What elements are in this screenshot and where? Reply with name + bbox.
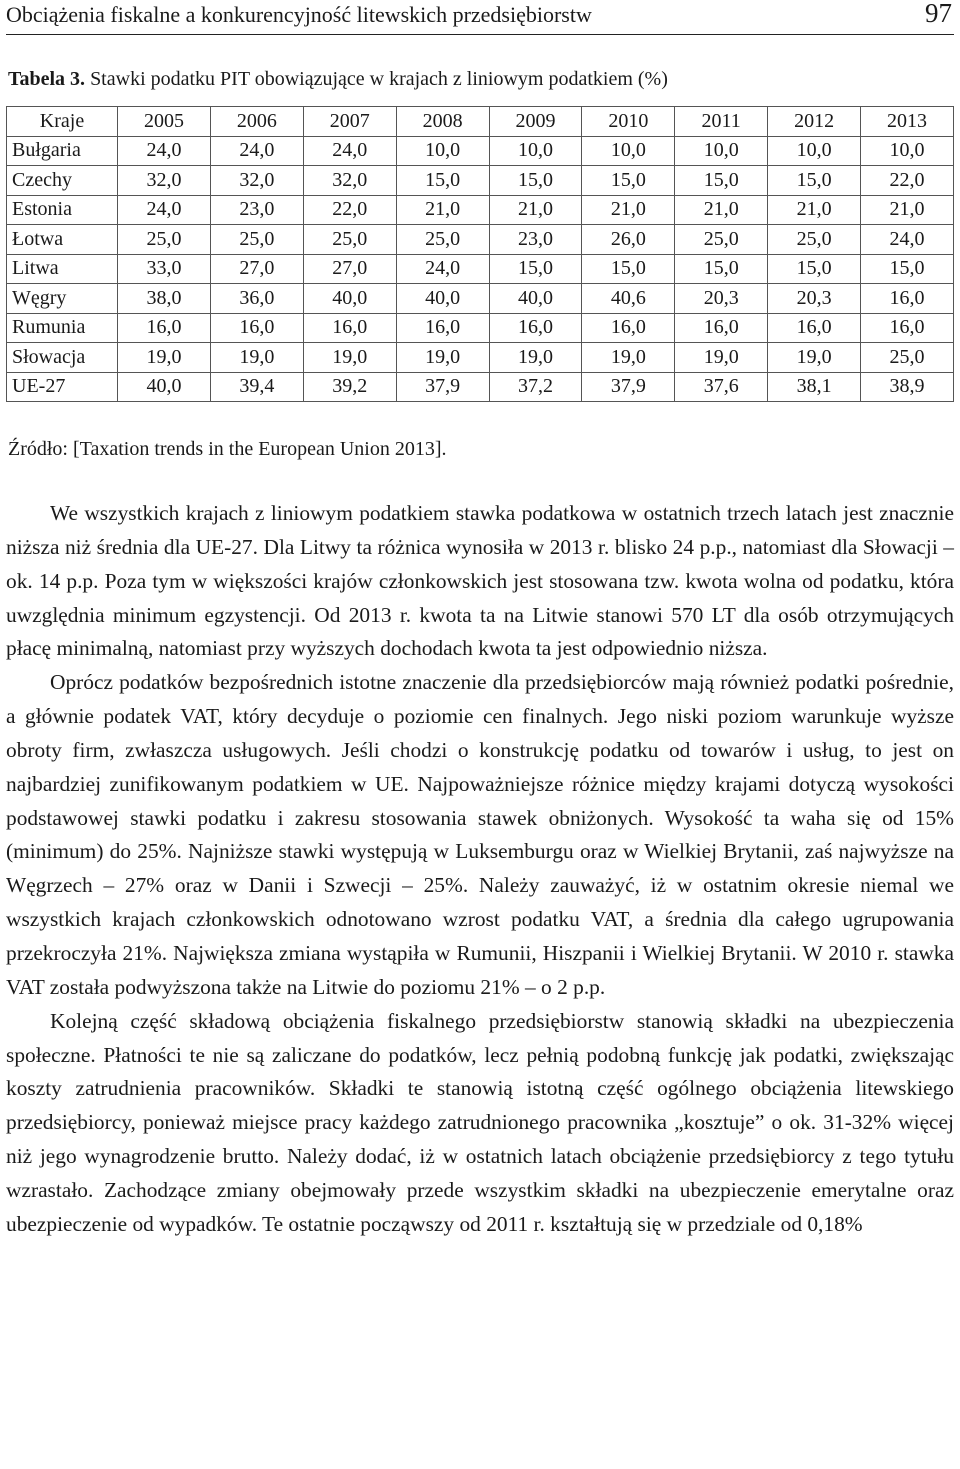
rate-cell: 16,0 <box>861 313 954 343</box>
column-header: 2009 <box>489 107 582 137</box>
rate-cell: 32,0 <box>210 166 303 196</box>
country-cell: Łotwa <box>7 225 118 255</box>
rate-cell: 16,0 <box>303 313 396 343</box>
rate-cell: 10,0 <box>396 136 489 166</box>
rate-cell: 39,4 <box>210 372 303 402</box>
column-header: 2006 <box>210 107 303 137</box>
rate-cell: 21,0 <box>675 195 768 225</box>
rate-cell: 38,1 <box>768 372 861 402</box>
rate-cell: 40,0 <box>303 284 396 314</box>
rate-cell: 15,0 <box>675 254 768 284</box>
running-header <box>6 0 954 35</box>
rate-cell: 37,2 <box>489 372 582 402</box>
rate-cell: 24,0 <box>118 136 211 166</box>
table-caption <box>8 68 668 91</box>
rate-cell: 37,9 <box>396 372 489 402</box>
rate-cell: 22,0 <box>303 195 396 225</box>
table-row <box>7 254 954 284</box>
column-header: 2011 <box>675 107 768 137</box>
rate-cell: 21,0 <box>396 195 489 225</box>
rate-cell: 25,0 <box>303 225 396 255</box>
rate-cell: 25,0 <box>768 225 861 255</box>
table-body <box>7 136 954 402</box>
rate-cell: 15,0 <box>861 254 954 284</box>
column-header: Kraje <box>7 107 118 137</box>
paragraph: Oprócz podatków bezpośrednich istotne znaczenie dla przedsiębiorców mają również podatki pośrednie, a głównie podatek VAT, który decyduje o poziomie cen finalnych. Jego niski poziom warunkuje wyższe obroty firm, zwłaszcza usługowych. Jeśli chodzi o konstrukcję podatku od towarów i usług, to jest on najbardziej zunifikowanym podatkiem w UE. Najpoważniejsze różnice między krajami dotyczą wysokości podstawowej stawki podatku i zakresu stosowania stawek obniżonych. Wysokość ta waha się od 15% (minimum) do 25%. Najniższe stawki występują w Luksemburgu oraz w Wielkiej Brytanii, zaś najwyższe na Węgrzech – 27% oraz w Danii i Szwecji – 25%. Należy zauważyć, iż w ostatnim okresie niemal we wszystkich krajach członkowskich odnotowano wzrost podatku VAT, a średnia dla całego ugrupowania przekroczyła 21%. Największa zmiana wystąpiła w Rumunii, Hiszpanii i Wielkiej Brytanii. W 2010 r. stawka VAT została podwyższona także na Litwie do poziomu 21% – o 2 p.p. <box>6 670 954 999</box>
rate-cell: 25,0 <box>861 343 954 373</box>
table-row <box>7 372 954 402</box>
rate-cell: 19,0 <box>489 343 582 373</box>
rate-cell: 15,0 <box>582 254 675 284</box>
column-header: 2008 <box>396 107 489 137</box>
rate-cell: 15,0 <box>675 166 768 196</box>
country-cell: Litwa <box>7 254 118 284</box>
rate-cell: 38,9 <box>861 372 954 402</box>
rate-cell: 15,0 <box>489 166 582 196</box>
rate-cell: 38,0 <box>118 284 211 314</box>
rate-cell: 16,0 <box>210 313 303 343</box>
column-header: 2013 <box>861 107 954 137</box>
country-cell: UE-27 <box>7 372 118 402</box>
rate-cell: 25,0 <box>210 225 303 255</box>
rate-cell: 32,0 <box>118 166 211 196</box>
rate-cell: 27,0 <box>210 254 303 284</box>
rate-cell: 10,0 <box>489 136 582 166</box>
rate-cell: 33,0 <box>118 254 211 284</box>
rate-cell: 16,0 <box>118 313 211 343</box>
table-title: Stawki podatku PIT obowiązujące w krajach z liniowym podatkiem (%) <box>90 68 668 90</box>
rate-cell: 24,0 <box>303 136 396 166</box>
rate-cell: 37,6 <box>675 372 768 402</box>
rate-cell: 15,0 <box>582 166 675 196</box>
rate-cell: 25,0 <box>118 225 211 255</box>
country-cell: Bułgaria <box>7 136 118 166</box>
rate-cell: 21,0 <box>489 195 582 225</box>
rate-cell: 26,0 <box>582 225 675 255</box>
rate-cell: 37,9 <box>582 372 675 402</box>
running-title: Obciążenia fiskalne a konkurencyjność litewskich przedsiębiorstw <box>6 2 592 27</box>
rate-cell: 19,0 <box>582 343 675 373</box>
rate-cell: 22,0 <box>861 166 954 196</box>
rate-cell: 21,0 <box>582 195 675 225</box>
rate-cell: 19,0 <box>396 343 489 373</box>
pit-rates-table <box>6 106 954 402</box>
rate-cell: 20,3 <box>675 284 768 314</box>
country-cell: Czechy <box>7 166 118 196</box>
table-row <box>7 195 954 225</box>
paragraph: Kolejną część składową obciążenia fiskalnego przedsiębiorstw stanowią składki na ubezpieczenia społeczne. Płatności te nie są zaliczane do podatków, lecz pełnią podobną funkcję jak podatki, zwiększając koszty zatrudnienia pracowników. Składki te stanowią istotną część ogólnego obciążenia litewskiego przedsiębiorcy, ponieważ miejsce pracy każdego zatrudnionego pracownika „kosztuje” o ok. 31-32% więcej niż jego wynagrodzenie brutto. Należy dodać, iż w ostatnich latach obciążenie przedsiębiorcy z tego tytułu wzrastało. Zachodzące zmiany obejmowały przede wszystkim składki na ubezpieczenie emerytalne oraz ubezpieczenie od wypadków. Te ostatnie począwszy od 2011 r. kształtują się w przedziale od 0,18% <box>6 1008 954 1236</box>
rate-cell: 24,0 <box>861 225 954 255</box>
rate-cell: 21,0 <box>861 195 954 225</box>
rate-cell: 24,0 <box>396 254 489 284</box>
rate-cell: 19,0 <box>303 343 396 373</box>
country-cell: Rumunia <box>7 313 118 343</box>
table-row <box>7 284 954 314</box>
rate-cell: 23,0 <box>210 195 303 225</box>
rate-cell: 15,0 <box>396 166 489 196</box>
rate-cell: 32,0 <box>303 166 396 196</box>
rate-cell: 16,0 <box>396 313 489 343</box>
page-number: 97 <box>925 0 952 28</box>
country-cell: Estonia <box>7 195 118 225</box>
rate-cell: 10,0 <box>768 136 861 166</box>
rate-cell: 16,0 <box>675 313 768 343</box>
rate-cell: 16,0 <box>582 313 675 343</box>
rate-cell: 24,0 <box>118 195 211 225</box>
rate-cell: 16,0 <box>861 284 954 314</box>
table-source: Źródło: [Taxation trends in the European Union 2013]. <box>8 438 447 460</box>
rate-cell: 21,0 <box>768 195 861 225</box>
rate-cell: 16,0 <box>489 313 582 343</box>
body-text <box>6 497 954 1242</box>
table-row <box>7 225 954 255</box>
rate-cell: 40,0 <box>118 372 211 402</box>
table-header-row <box>7 107 954 137</box>
rate-cell: 40,0 <box>396 284 489 314</box>
column-header: 2005 <box>118 107 211 137</box>
rate-cell: 23,0 <box>489 225 582 255</box>
country-cell: Słowacja <box>7 343 118 373</box>
table-label: Tabela 3. <box>8 68 86 90</box>
rate-cell: 19,0 <box>210 343 303 373</box>
rate-cell: 20,3 <box>768 284 861 314</box>
rate-cell: 15,0 <box>768 166 861 196</box>
rate-cell: 19,0 <box>675 343 768 373</box>
table-row <box>7 313 954 343</box>
rate-cell: 16,0 <box>768 313 861 343</box>
rate-cell: 25,0 <box>675 225 768 255</box>
rate-cell: 15,0 <box>768 254 861 284</box>
rate-cell: 10,0 <box>675 136 768 166</box>
rate-cell: 36,0 <box>210 284 303 314</box>
rate-cell: 25,0 <box>396 225 489 255</box>
country-cell: Węgry <box>7 284 118 314</box>
rate-cell: 10,0 <box>861 136 954 166</box>
rate-cell: 40,6 <box>582 284 675 314</box>
rate-cell: 24,0 <box>210 136 303 166</box>
rate-cell: 15,0 <box>489 254 582 284</box>
rate-cell: 39,2 <box>303 372 396 402</box>
rate-cell: 10,0 <box>582 136 675 166</box>
column-header: 2007 <box>303 107 396 137</box>
rate-cell: 27,0 <box>303 254 396 284</box>
column-header: 2010 <box>582 107 675 137</box>
table-row <box>7 136 954 166</box>
rate-cell: 19,0 <box>118 343 211 373</box>
table-row <box>7 343 954 373</box>
table-row <box>7 166 954 196</box>
rate-cell: 19,0 <box>768 343 861 373</box>
column-header: 2012 <box>768 107 861 137</box>
rate-cell: 40,0 <box>489 284 582 314</box>
paragraph: We wszystkich krajach z liniowym podatkiem stawka podatkowa w ostatnich trzech latach jest znacznie niższa niż średnia dla UE-27. Dla Litwy ta różnica wynosiła w 2013 r. blisko 24 p.p., natomiast dla Słowacji – ok. 14 p.p. Poza tym w większości krajów członkowskich jest stosowana tzw. kwota wolna od podatku, która uwzględnia minimum egzystencji. Od 2013 r. kwota ta na Litwie stanowi 570 LT dla osób otrzymujących płacę minimalną, natomiast przy wyższych dochodach kwota ta jest odpowiednio niższa. <box>6 501 954 661</box>
